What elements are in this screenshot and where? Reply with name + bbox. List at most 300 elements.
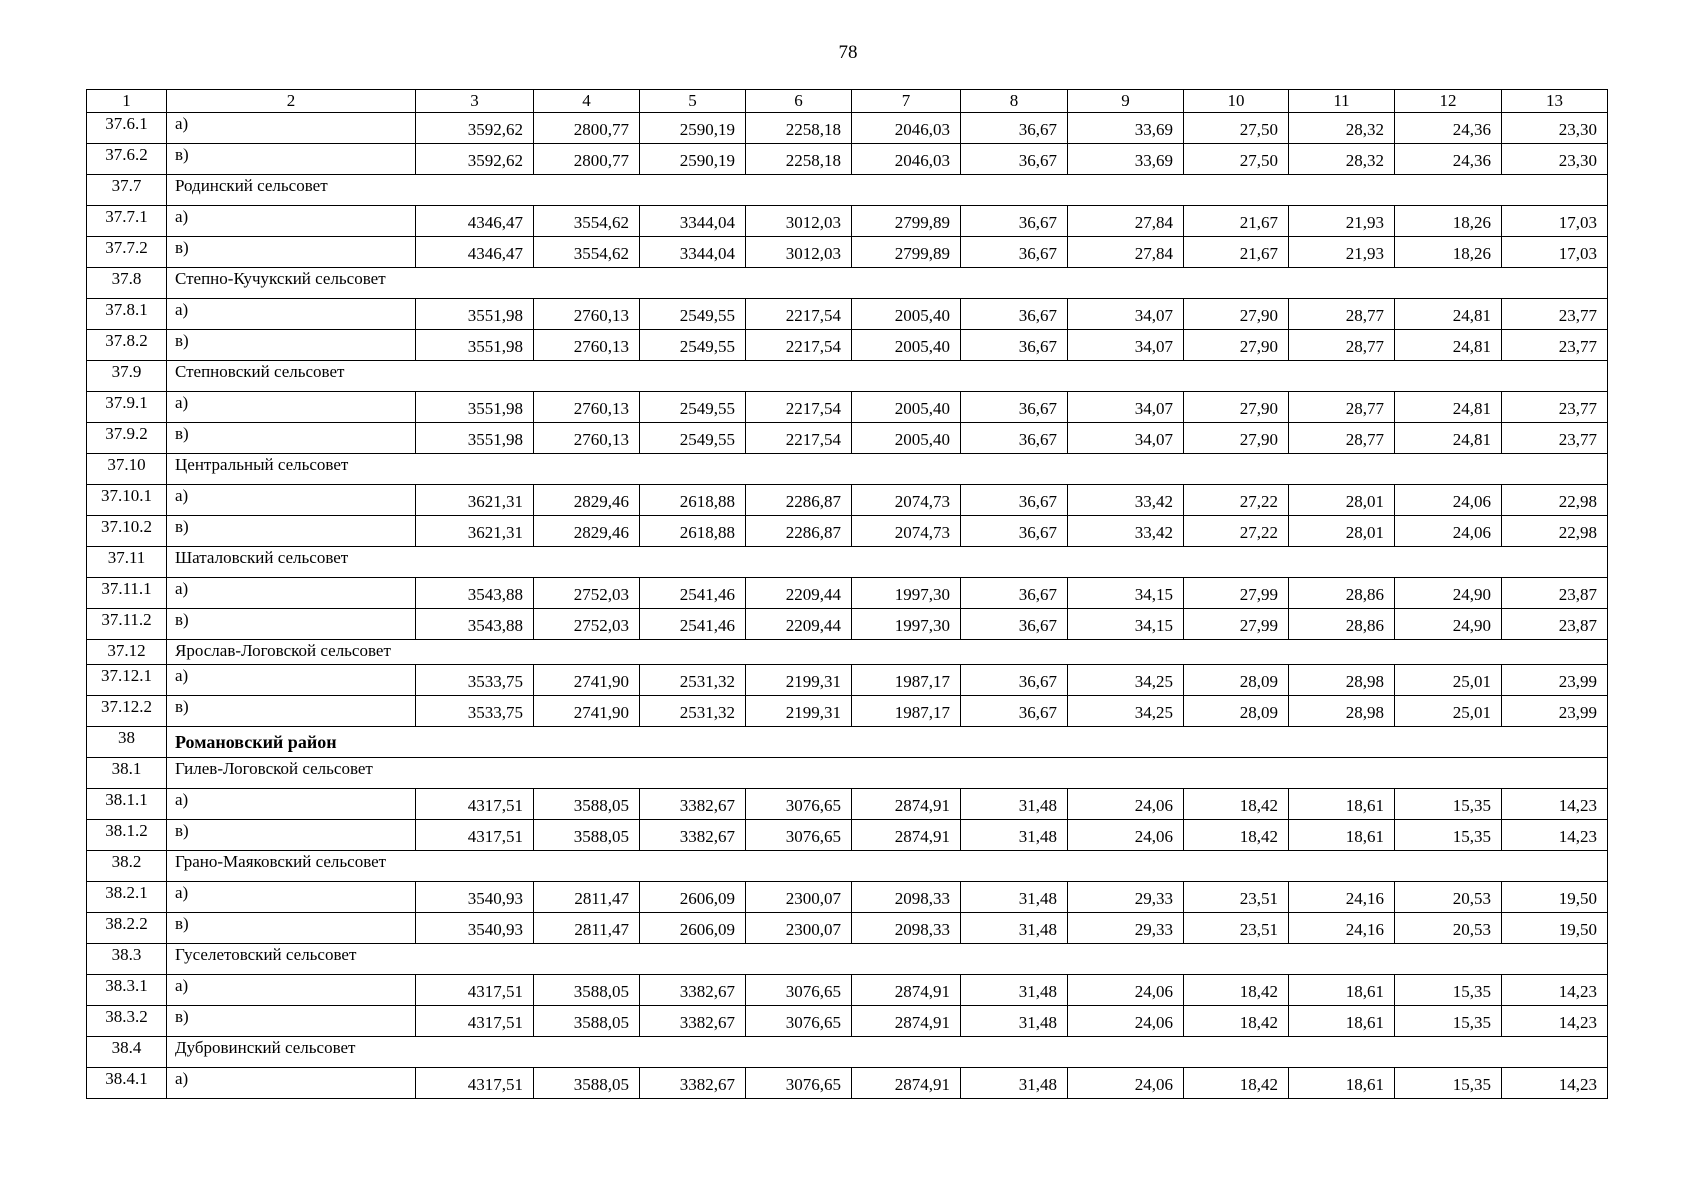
value-cell: 20,53 — [1395, 882, 1502, 913]
settlement-name: Ярослав-Логовской сельсовет — [167, 640, 1608, 665]
table-row — [87, 913, 1608, 944]
row-label: в) — [167, 516, 416, 547]
value-cell: 18,42 — [1184, 789, 1289, 820]
settlement-name: Родинский сельсовет — [167, 175, 1608, 206]
row-label: а) — [167, 485, 416, 516]
value-cell: 2098,33 — [852, 882, 961, 913]
value-cell: 31,48 — [961, 1068, 1068, 1099]
value-cell: 27,90 — [1184, 423, 1289, 454]
value-cell: 2829,46 — [534, 516, 640, 547]
value-cell: 23,99 — [1502, 696, 1608, 727]
value-cell: 3551,98 — [416, 299, 534, 330]
value-cell: 3540,93 — [416, 913, 534, 944]
value-cell: 22,98 — [1502, 516, 1608, 547]
row-label: в) — [167, 696, 416, 727]
value-cell: 23,77 — [1502, 330, 1608, 361]
value-cell: 2760,13 — [534, 330, 640, 361]
value-cell: 27,22 — [1184, 516, 1289, 547]
value-cell: 3554,62 — [534, 206, 640, 237]
value-cell: 28,98 — [1289, 665, 1395, 696]
value-cell: 24,36 — [1395, 144, 1502, 175]
row-code: 37.9.2 — [87, 423, 167, 454]
tariff-table — [86, 89, 1608, 1099]
table-row — [87, 113, 1608, 144]
table-row — [87, 485, 1608, 516]
row-label: а) — [167, 882, 416, 913]
value-cell: 34,07 — [1068, 423, 1184, 454]
value-cell: 2098,33 — [852, 913, 961, 944]
value-cell: 36,67 — [961, 206, 1068, 237]
value-cell: 34,07 — [1068, 299, 1184, 330]
value-cell: 23,77 — [1502, 392, 1608, 423]
value-cell: 18,26 — [1395, 206, 1502, 237]
settlement-name: Гилев-Логовской сельсовет — [167, 758, 1608, 789]
value-cell: 34,07 — [1068, 392, 1184, 423]
value-cell: 15,35 — [1395, 820, 1502, 851]
value-cell: 31,48 — [961, 975, 1068, 1006]
value-cell: 34,07 — [1068, 330, 1184, 361]
value-cell: 2005,40 — [852, 423, 961, 454]
value-cell: 28,77 — [1289, 423, 1395, 454]
row-code: 37.10.1 — [87, 485, 167, 516]
value-cell: 23,99 — [1502, 665, 1608, 696]
value-cell: 14,23 — [1502, 975, 1608, 1006]
value-cell: 4346,47 — [416, 237, 534, 268]
value-cell: 28,77 — [1289, 330, 1395, 361]
value-cell: 3076,65 — [746, 1006, 852, 1037]
value-cell: 34,25 — [1068, 665, 1184, 696]
row-label: в) — [167, 144, 416, 175]
value-cell: 3344,04 — [640, 237, 746, 268]
value-cell: 24,06 — [1068, 820, 1184, 851]
value-cell: 2286,87 — [746, 516, 852, 547]
row-code: 38.3 — [87, 944, 167, 975]
value-cell: 28,32 — [1289, 144, 1395, 175]
value-cell: 36,67 — [961, 665, 1068, 696]
value-cell: 36,67 — [961, 299, 1068, 330]
value-cell: 27,99 — [1184, 578, 1289, 609]
row-code: 38.3.2 — [87, 1006, 167, 1037]
value-cell: 27,90 — [1184, 392, 1289, 423]
value-cell: 3588,05 — [534, 1006, 640, 1037]
group-row — [87, 547, 1608, 578]
value-cell: 3076,65 — [746, 789, 852, 820]
row-code: 37.8 — [87, 268, 167, 299]
settlement-name: Дубровинский сельсовет — [167, 1037, 1608, 1068]
value-cell: 14,23 — [1502, 1068, 1608, 1099]
value-cell: 3382,67 — [640, 975, 746, 1006]
value-cell: 36,67 — [961, 113, 1068, 144]
value-cell: 23,87 — [1502, 578, 1608, 609]
value-cell: 25,01 — [1395, 665, 1502, 696]
column-header: 12 — [1395, 90, 1502, 113]
value-cell: 2217,54 — [746, 299, 852, 330]
value-cell: 31,48 — [961, 789, 1068, 820]
value-cell: 2549,55 — [640, 330, 746, 361]
value-cell: 3588,05 — [534, 975, 640, 1006]
column-header: 6 — [746, 90, 852, 113]
value-cell: 3382,67 — [640, 1068, 746, 1099]
settlement-name: Грано-Маяковский сельсовет — [167, 851, 1608, 882]
settlement-name: Шаталовский сельсовет — [167, 547, 1608, 578]
value-cell: 18,61 — [1289, 789, 1395, 820]
value-cell: 1997,30 — [852, 609, 961, 640]
value-cell: 23,51 — [1184, 882, 1289, 913]
value-cell: 28,77 — [1289, 299, 1395, 330]
value-cell: 36,67 — [961, 485, 1068, 516]
value-cell: 27,84 — [1068, 206, 1184, 237]
value-cell: 36,67 — [961, 516, 1068, 547]
row-code: 38.4 — [87, 1037, 167, 1068]
value-cell: 2258,18 — [746, 144, 852, 175]
value-cell: 4317,51 — [416, 820, 534, 851]
value-cell: 4317,51 — [416, 1006, 534, 1037]
value-cell: 34,15 — [1068, 578, 1184, 609]
table-row — [87, 1068, 1608, 1099]
value-cell: 18,26 — [1395, 237, 1502, 268]
settlement-name: Степно-Кучукский сельсовет — [167, 268, 1608, 299]
value-cell: 28,01 — [1289, 516, 1395, 547]
value-cell: 21,93 — [1289, 237, 1395, 268]
value-cell: 3588,05 — [534, 1068, 640, 1099]
value-cell: 2590,19 — [640, 144, 746, 175]
row-code: 37.11.1 — [87, 578, 167, 609]
value-cell: 2005,40 — [852, 392, 961, 423]
value-cell: 2752,03 — [534, 578, 640, 609]
row-label: в) — [167, 1006, 416, 1037]
value-cell: 3543,88 — [416, 609, 534, 640]
value-cell: 2590,19 — [640, 113, 746, 144]
value-cell: 4317,51 — [416, 789, 534, 820]
value-cell: 2874,91 — [852, 1006, 961, 1037]
value-cell: 24,81 — [1395, 299, 1502, 330]
column-header: 5 — [640, 90, 746, 113]
value-cell: 2541,46 — [640, 609, 746, 640]
value-cell: 20,53 — [1395, 913, 1502, 944]
value-cell: 2300,07 — [746, 913, 852, 944]
value-cell: 3012,03 — [746, 237, 852, 268]
value-cell: 24,06 — [1395, 516, 1502, 547]
value-cell: 28,32 — [1289, 113, 1395, 144]
value-cell: 3543,88 — [416, 578, 534, 609]
value-cell: 2760,13 — [534, 299, 640, 330]
value-cell: 2741,90 — [534, 665, 640, 696]
value-cell: 2760,13 — [534, 423, 640, 454]
table-row — [87, 330, 1608, 361]
table-row — [87, 696, 1608, 727]
value-cell: 23,77 — [1502, 299, 1608, 330]
value-cell: 2286,87 — [746, 485, 852, 516]
value-cell: 3588,05 — [534, 789, 640, 820]
row-code: 38.2.2 — [87, 913, 167, 944]
value-cell: 18,42 — [1184, 975, 1289, 1006]
value-cell: 27,84 — [1068, 237, 1184, 268]
row-label: а) — [167, 665, 416, 696]
value-cell: 36,67 — [961, 578, 1068, 609]
column-header: 8 — [961, 90, 1068, 113]
table-row — [87, 975, 1608, 1006]
value-cell: 2799,89 — [852, 237, 961, 268]
value-cell: 3533,75 — [416, 696, 534, 727]
row-code: 37.6.1 — [87, 113, 167, 144]
row-code: 38.3.1 — [87, 975, 167, 1006]
value-cell: 24,90 — [1395, 578, 1502, 609]
row-code: 37.12.1 — [87, 665, 167, 696]
group-row — [87, 640, 1608, 665]
value-cell: 2209,44 — [746, 609, 852, 640]
row-label: а) — [167, 1068, 416, 1099]
value-cell: 36,67 — [961, 330, 1068, 361]
row-label: а) — [167, 392, 416, 423]
row-code: 37.11 — [87, 547, 167, 578]
value-cell: 29,33 — [1068, 913, 1184, 944]
value-cell: 24,81 — [1395, 423, 1502, 454]
group-row — [87, 944, 1608, 975]
row-label: в) — [167, 609, 416, 640]
value-cell: 2800,77 — [534, 113, 640, 144]
value-cell: 36,67 — [961, 696, 1068, 727]
value-cell: 24,06 — [1068, 975, 1184, 1006]
row-code: 38 — [87, 727, 167, 758]
value-cell: 28,86 — [1289, 609, 1395, 640]
value-cell: 2531,32 — [640, 665, 746, 696]
table-row — [87, 392, 1608, 423]
value-cell: 33,69 — [1068, 144, 1184, 175]
value-cell: 3551,98 — [416, 330, 534, 361]
value-cell: 27,90 — [1184, 299, 1289, 330]
column-header: 10 — [1184, 90, 1289, 113]
value-cell: 2217,54 — [746, 392, 852, 423]
value-cell: 2874,91 — [852, 975, 961, 1006]
value-cell: 2618,88 — [640, 485, 746, 516]
table-row — [87, 144, 1608, 175]
district-row — [87, 727, 1608, 758]
value-cell: 23,51 — [1184, 913, 1289, 944]
row-code: 37.9.1 — [87, 392, 167, 423]
value-cell: 27,99 — [1184, 609, 1289, 640]
value-cell: 3621,31 — [416, 516, 534, 547]
row-label: в) — [167, 913, 416, 944]
settlement-name: Степновский сельсовет — [167, 361, 1608, 392]
value-cell: 2549,55 — [640, 423, 746, 454]
value-cell: 36,67 — [961, 609, 1068, 640]
value-cell: 2811,47 — [534, 882, 640, 913]
value-cell: 15,35 — [1395, 1068, 1502, 1099]
column-header: 4 — [534, 90, 640, 113]
value-cell: 2874,91 — [852, 820, 961, 851]
row-label: в) — [167, 330, 416, 361]
value-cell: 3621,31 — [416, 485, 534, 516]
district-name: Романовский район — [167, 727, 1608, 758]
value-cell: 15,35 — [1395, 975, 1502, 1006]
row-label: а) — [167, 206, 416, 237]
value-cell: 3382,67 — [640, 820, 746, 851]
value-cell: 3533,75 — [416, 665, 534, 696]
value-cell: 33,42 — [1068, 516, 1184, 547]
value-cell: 36,67 — [961, 237, 1068, 268]
row-label: а) — [167, 975, 416, 1006]
value-cell: 2005,40 — [852, 330, 961, 361]
value-cell: 17,03 — [1502, 206, 1608, 237]
value-cell: 2541,46 — [640, 578, 746, 609]
value-cell: 34,15 — [1068, 609, 1184, 640]
value-cell: 28,86 — [1289, 578, 1395, 609]
table-row — [87, 609, 1608, 640]
value-cell: 31,48 — [961, 1006, 1068, 1037]
value-cell: 1987,17 — [852, 665, 961, 696]
value-cell: 22,98 — [1502, 485, 1608, 516]
settlement-name: Гуселетовский сельсовет — [167, 944, 1608, 975]
table-row — [87, 237, 1608, 268]
value-cell: 31,48 — [961, 882, 1068, 913]
row-code: 38.1.1 — [87, 789, 167, 820]
value-cell: 3076,65 — [746, 1068, 852, 1099]
value-cell: 3076,65 — [746, 975, 852, 1006]
value-cell: 2874,91 — [852, 789, 961, 820]
group-row — [87, 758, 1608, 789]
value-cell: 24,06 — [1068, 1068, 1184, 1099]
value-cell: 19,50 — [1502, 913, 1608, 944]
value-cell: 3344,04 — [640, 206, 746, 237]
value-cell: 2300,07 — [746, 882, 852, 913]
value-cell: 2209,44 — [746, 578, 852, 609]
table-row — [87, 665, 1608, 696]
row-label: в) — [167, 237, 416, 268]
value-cell: 4317,51 — [416, 1068, 534, 1099]
value-cell: 36,67 — [961, 423, 1068, 454]
value-cell: 2531,32 — [640, 696, 746, 727]
value-cell: 3554,62 — [534, 237, 640, 268]
value-cell: 21,67 — [1184, 237, 1289, 268]
value-cell: 2199,31 — [746, 696, 852, 727]
row-code: 37.12.2 — [87, 696, 167, 727]
column-header: 7 — [852, 90, 961, 113]
value-cell: 2005,40 — [852, 299, 961, 330]
value-cell: 15,35 — [1395, 1006, 1502, 1037]
value-cell: 18,42 — [1184, 1068, 1289, 1099]
table-row — [87, 789, 1608, 820]
value-cell: 2800,77 — [534, 144, 640, 175]
value-cell: 24,81 — [1395, 330, 1502, 361]
table-row — [87, 423, 1608, 454]
value-cell: 19,50 — [1502, 882, 1608, 913]
row-code: 37.7.1 — [87, 206, 167, 237]
value-cell: 18,61 — [1289, 975, 1395, 1006]
value-cell: 18,61 — [1289, 820, 1395, 851]
row-code: 37.8.1 — [87, 299, 167, 330]
value-cell: 2074,73 — [852, 485, 961, 516]
value-cell: 2046,03 — [852, 113, 961, 144]
value-cell: 23,30 — [1502, 113, 1608, 144]
value-cell: 28,09 — [1184, 696, 1289, 727]
group-row — [87, 175, 1608, 206]
value-cell: 2258,18 — [746, 113, 852, 144]
value-cell: 27,50 — [1184, 144, 1289, 175]
row-code: 38.4.1 — [87, 1068, 167, 1099]
value-cell: 24,16 — [1289, 882, 1395, 913]
value-cell: 24,90 — [1395, 609, 1502, 640]
group-row — [87, 851, 1608, 882]
group-row — [87, 454, 1608, 485]
row-label: в) — [167, 820, 416, 851]
value-cell: 2199,31 — [746, 665, 852, 696]
row-label: в) — [167, 423, 416, 454]
column-header: 2 — [167, 90, 416, 113]
value-cell: 3592,62 — [416, 144, 534, 175]
value-cell: 27,22 — [1184, 485, 1289, 516]
value-cell: 3382,67 — [640, 1006, 746, 1037]
value-cell: 14,23 — [1502, 820, 1608, 851]
value-cell: 2606,09 — [640, 913, 746, 944]
value-cell: 3540,93 — [416, 882, 534, 913]
row-code: 37.8.2 — [87, 330, 167, 361]
value-cell: 3551,98 — [416, 423, 534, 454]
page-number: 78 — [838, 42, 858, 63]
value-cell: 2760,13 — [534, 392, 640, 423]
value-cell: 24,81 — [1395, 392, 1502, 423]
settlement-name: Центральный сельсовет — [167, 454, 1608, 485]
row-code: 37.10.2 — [87, 516, 167, 547]
row-code: 37.12 — [87, 640, 167, 665]
row-code: 37.6.2 — [87, 144, 167, 175]
column-header: 9 — [1068, 90, 1184, 113]
row-code: 37.7.2 — [87, 237, 167, 268]
value-cell: 28,77 — [1289, 392, 1395, 423]
value-cell: 1987,17 — [852, 696, 961, 727]
value-cell: 23,30 — [1502, 144, 1608, 175]
row-code: 37.7 — [87, 175, 167, 206]
value-cell: 27,50 — [1184, 113, 1289, 144]
value-cell: 36,67 — [961, 392, 1068, 423]
group-row — [87, 268, 1608, 299]
table-header-row — [87, 90, 1608, 113]
value-cell: 2874,91 — [852, 1068, 961, 1099]
table-row — [87, 578, 1608, 609]
value-cell: 25,01 — [1395, 696, 1502, 727]
column-header: 11 — [1289, 90, 1395, 113]
row-code: 37.11.2 — [87, 609, 167, 640]
value-cell: 33,42 — [1068, 485, 1184, 516]
value-cell: 27,90 — [1184, 330, 1289, 361]
value-cell: 29,33 — [1068, 882, 1184, 913]
row-code: 38.2 — [87, 851, 167, 882]
table-row — [87, 516, 1608, 547]
value-cell: 2217,54 — [746, 330, 852, 361]
table-body — [87, 90, 1608, 1099]
row-label: а) — [167, 789, 416, 820]
value-cell: 2752,03 — [534, 609, 640, 640]
value-cell: 24,16 — [1289, 913, 1395, 944]
value-cell: 24,36 — [1395, 113, 1502, 144]
table-row — [87, 882, 1608, 913]
value-cell: 1997,30 — [852, 578, 961, 609]
group-row — [87, 1037, 1608, 1068]
group-row — [87, 361, 1608, 392]
value-cell: 2549,55 — [640, 299, 746, 330]
value-cell: 21,67 — [1184, 206, 1289, 237]
value-cell: 28,01 — [1289, 485, 1395, 516]
value-cell: 18,61 — [1289, 1006, 1395, 1037]
value-cell: 15,35 — [1395, 789, 1502, 820]
value-cell: 2829,46 — [534, 485, 640, 516]
value-cell: 17,03 — [1502, 237, 1608, 268]
value-cell: 3012,03 — [746, 206, 852, 237]
column-header: 13 — [1502, 90, 1608, 113]
value-cell: 3592,62 — [416, 113, 534, 144]
row-label: а) — [167, 299, 416, 330]
value-cell: 14,23 — [1502, 789, 1608, 820]
value-cell: 24,06 — [1068, 1006, 1184, 1037]
